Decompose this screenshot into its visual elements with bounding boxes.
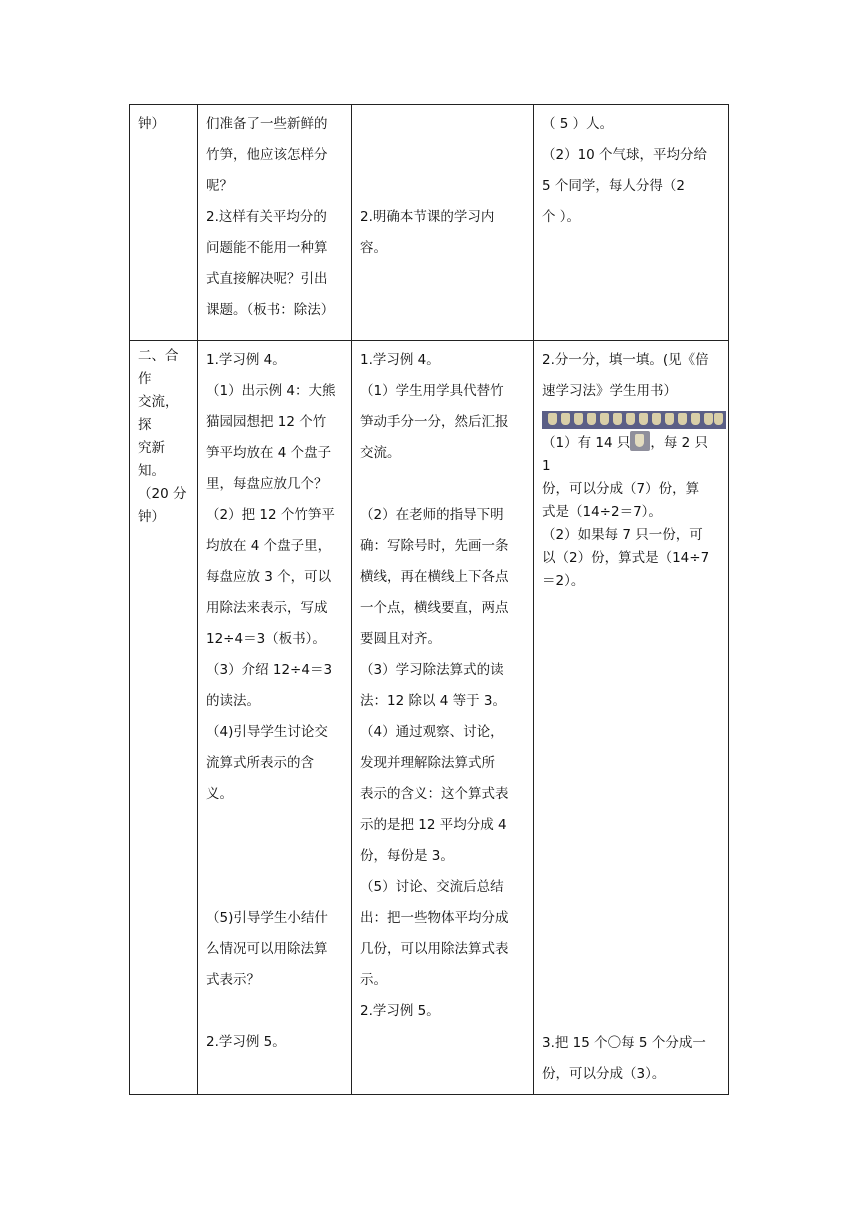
text-line: 式直接解决呢？引出 <box>206 271 328 287</box>
text-line: 猫园园想把 12 个竹 <box>206 414 327 430</box>
text-line: 交流。 <box>360 445 401 461</box>
text-line: 流算式所表示的含 <box>206 755 314 771</box>
text-line: 示。 <box>360 972 387 988</box>
text-line: （2）把 12 个竹笋平 <box>206 507 335 523</box>
table-row <box>130 341 729 1095</box>
text-line: 几份，可以用除法算式表 <box>360 941 509 957</box>
text-line: （2）在老师的指导下明 <box>360 507 504 523</box>
text-line: 二、合作 <box>138 348 179 387</box>
text-line: 2.这样有关平均分的 <box>206 209 327 225</box>
text-line: 一个点，横线要直，两点 <box>360 600 509 616</box>
text-line: 的读法。 <box>206 693 260 709</box>
stage-cell <box>130 105 198 341</box>
lesson-plan-table <box>129 104 729 1095</box>
text-line: 个 ）。 <box>542 209 581 225</box>
text-line: （5)引导学生小结什 <box>206 910 328 926</box>
text-line: 5 个同学，每人分得（2 <box>542 178 685 194</box>
text-line: 份，可以分成（3）。 <box>542 1066 666 1082</box>
text-fragment: ，每 2 只 1 <box>542 435 709 474</box>
text-line: 以（2）份，算式是（14÷7 <box>542 550 710 566</box>
text-line: 要圆且对齐。 <box>360 631 441 647</box>
text-line: 交流，探 <box>138 394 179 433</box>
text-line: （3）学习除法算式的读 <box>360 662 504 678</box>
text-line: （4)引导学生讨论交 <box>206 724 328 740</box>
text-line: 课题。（板书：除法） <box>206 302 335 318</box>
exercise-cell <box>534 341 729 1095</box>
text-line: 出：把一些物体平均分成 <box>360 910 509 926</box>
text-line: 笋平均放在 4 个盘子 <box>206 445 332 461</box>
text-line: 2.学习例 5。 <box>360 1003 440 1019</box>
text-line: 问题能不能用一种算 <box>206 240 328 256</box>
text-line: 们准备了一些新鲜的 <box>206 116 328 132</box>
text-line: 每盘应放 3 个，可以 <box>206 569 332 585</box>
text-line: 里，每盘应放几个？ <box>206 476 328 492</box>
toy-figure-icon <box>630 431 650 451</box>
text-line: 均放在 4 个盘子里， <box>206 538 332 554</box>
text-line: （1）出示例 4：大熊 <box>206 383 336 399</box>
text-line: 钟） <box>138 509 165 525</box>
text-line: （1）学生用学具代替竹 <box>360 383 504 399</box>
text-line: （4）通过观察、讨论， <box>360 724 504 740</box>
text-line: 么情况可以用除法算 <box>206 941 328 957</box>
text-line: 义。 <box>206 786 233 802</box>
text-line: 份，每份是 3。 <box>360 848 454 864</box>
text-line: 法：12 除以 4 等于 3。 <box>360 693 507 709</box>
text-line: 钟） <box>138 116 165 132</box>
text-line: 确：写除号时，先画一条 <box>360 538 509 554</box>
student-activity-cell <box>352 341 534 1095</box>
text-line: 示的是把 12 平均分成 4 <box>360 817 507 833</box>
table-row <box>130 105 729 341</box>
text-line: （3）介绍 12÷4＝3 <box>206 662 333 678</box>
text-line: 呢？ <box>206 178 233 194</box>
text-line: 发现并理解除法算式所 <box>360 755 495 771</box>
text-line: 1.学习例 4。 <box>360 352 440 368</box>
text-line: （ 5 ）人。 <box>542 116 614 132</box>
text-line: 12÷4＝3（板书）。 <box>206 631 326 647</box>
text-fragment: （1）有 14 只 <box>542 435 631 451</box>
text-line: 横线，再在横线上下各点 <box>360 569 509 585</box>
text-line: 速学习法》学生用书） <box>542 383 677 399</box>
text-line: 3.把 15 个〇每 5 个分成一 <box>542 1035 706 1051</box>
text-line: 2.分一分，填一填。(见《倍 <box>542 352 709 368</box>
text-line: 笋动手分一分，然后汇报 <box>360 414 509 430</box>
text-line: 式是（14÷2＝7）。 <box>542 504 662 520</box>
teacher-activity-cell <box>198 105 352 341</box>
text-line: 表示的含义：这个算式表 <box>360 786 509 802</box>
stage-cell <box>130 341 198 1095</box>
text-line: 竹笋，他应该怎样分 <box>206 147 328 163</box>
exercise-cell <box>534 105 729 341</box>
text-line: 1.学习例 4。 <box>206 352 286 368</box>
text-line: 2.明确本节课的学习内 <box>360 209 495 225</box>
text-line: 2.学习例 5。 <box>206 1034 286 1050</box>
text-line <box>542 431 720 478</box>
student-activity-cell <box>352 105 534 341</box>
text-line: 份，可以分成（7）份，算 <box>542 481 700 497</box>
teacher-activity-cell <box>198 341 352 1095</box>
text-line: （5）讨论、交流后总结 <box>360 879 504 895</box>
text-line: 究新知。 <box>138 440 165 479</box>
text-line: 用除法来表示，写成 <box>206 600 328 616</box>
text-line: （20 分 <box>138 486 187 502</box>
text-line: （2）如果每 7 只一份，可 <box>542 527 703 543</box>
text-line: （2）10 个气球，平均分给 <box>542 147 708 163</box>
text-line: ＝2）。 <box>542 573 585 589</box>
text-line: 容。 <box>360 240 387 256</box>
text-line: 式表示？ <box>206 972 260 988</box>
toy-figures-image <box>542 411 726 429</box>
